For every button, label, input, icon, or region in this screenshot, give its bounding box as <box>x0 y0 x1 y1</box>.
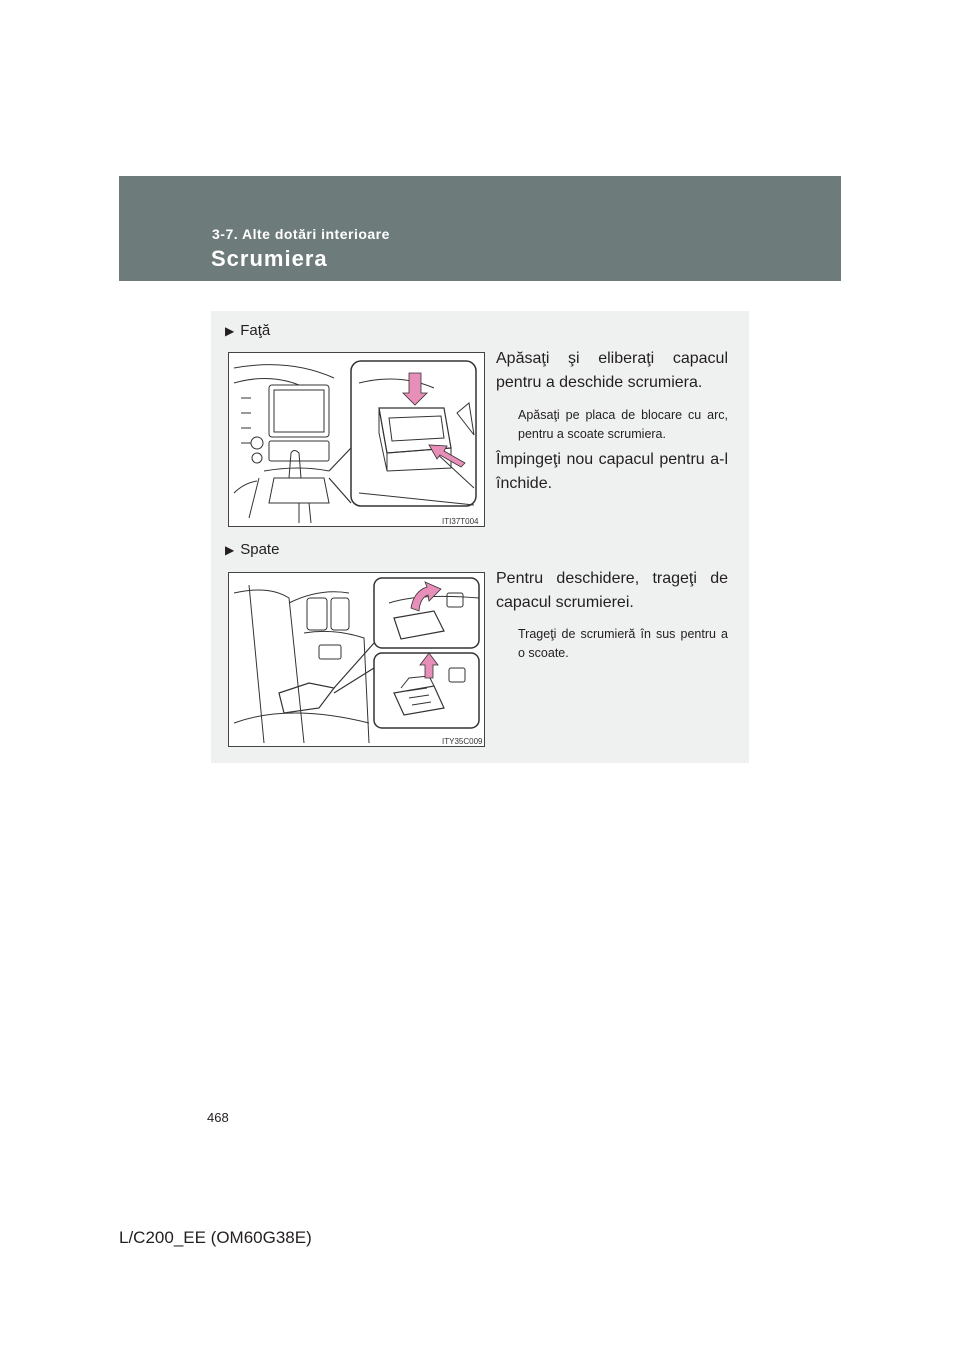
triangle-bullet-icon: ▶ <box>225 543 235 557</box>
front-ashtray-illustration <box>229 353 484 526</box>
front-ashtray-figure <box>228 352 485 527</box>
front-figure-code: ITI37T004 <box>442 517 479 526</box>
section-label: 3-7. Alte dotări interioare <box>212 226 390 242</box>
front-label: Faţă <box>240 322 271 339</box>
front-instruction: Apăsaţi şi eliberaţi capacul pentru a deschide scrumiera. <box>496 350 728 391</box>
front-note: Apăsaţi pe placa de blocare cu arc, pentru a scoate scrumiera. <box>518 408 728 441</box>
rear-label: Spate <box>240 541 280 558</box>
rear-ashtray-illustration <box>229 573 484 746</box>
rear-figure-code: ITY35C009 <box>442 737 483 746</box>
rear-ashtray-figure <box>228 572 485 747</box>
rear-instruction: Pentru deschidere, trageţi de capacul scrumierei. <box>496 570 728 611</box>
header-band <box>119 176 841 281</box>
triangle-bullet-icon: ▶ <box>225 324 235 338</box>
rear-subheading <box>225 541 279 558</box>
footer-code: L/C200_EE (OM60G38E) <box>119 1228 312 1247</box>
page-number: 468 <box>207 1110 229 1125</box>
front-subheading <box>225 322 270 339</box>
rear-note: Trageţi de scrumieră în sus pentru a o scoate. <box>518 627 728 660</box>
front-instruction-close: Împingeţi nou capacul pentru a-l închide. <box>496 451 728 492</box>
content-box <box>211 311 749 763</box>
page-title: Scrumiera <box>211 246 328 271</box>
